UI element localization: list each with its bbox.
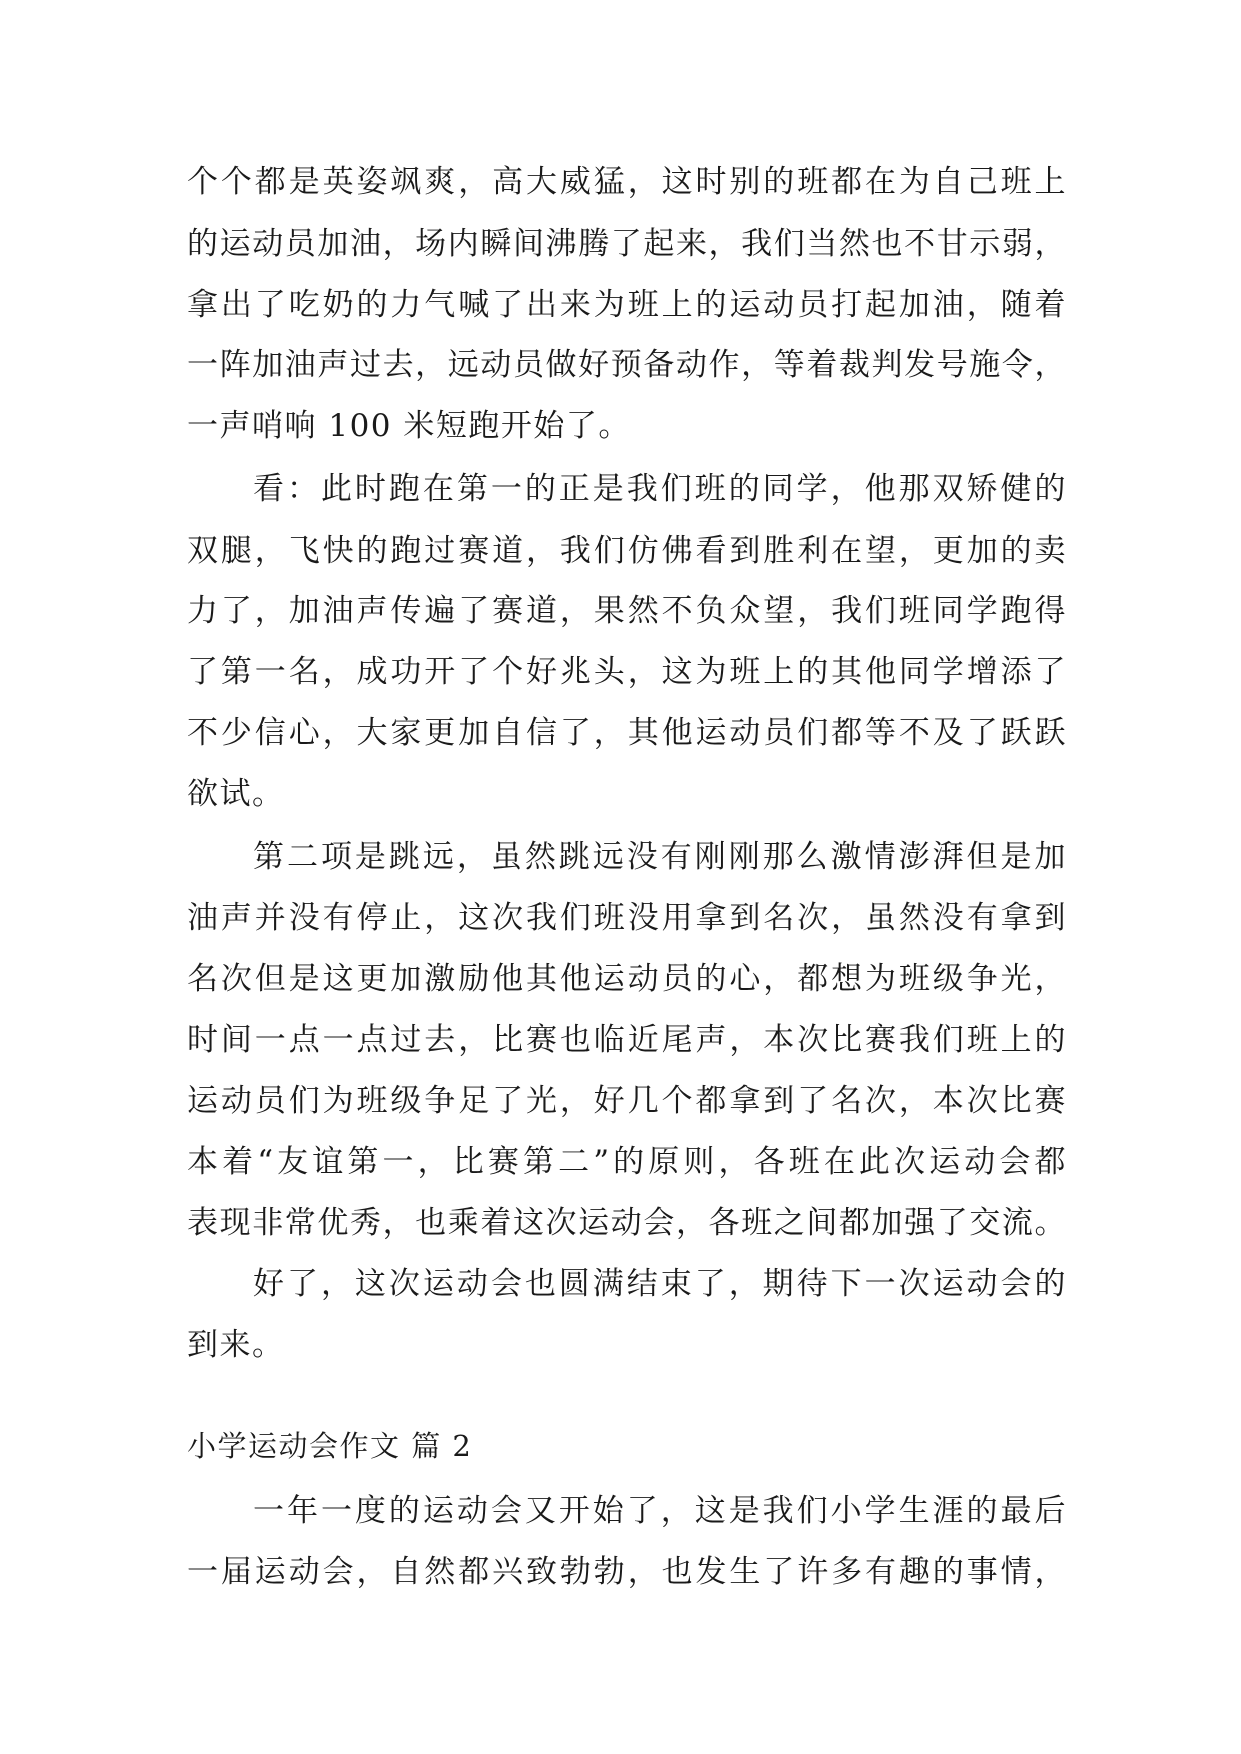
text-line: 到来。 xyxy=(187,1327,285,1363)
text-line: 看：此时跑在第一的正是我们班的同学，他那双矫健的 xyxy=(253,471,1067,507)
text-line: 一阵加油声过去，远动员做好预备动作，等着裁判发号施令， xyxy=(187,347,1067,383)
text-line: 力了，加油声传遍了赛道，果然不负众望，我们班同学跑得 xyxy=(187,593,1067,629)
section-heading: 小学运动会作文 篇 2 xyxy=(187,1429,473,1463)
text-line: 的运动员加油，场内瞬间沸腾了起来，我们当然也不甘示弱， xyxy=(187,226,1067,262)
text-line: 不少信心，大家更加自信了，其他运动员们都等不及了跃跃 xyxy=(187,715,1067,751)
text-line: 第二项是跳远，虽然跳远没有刚刚那么激情澎湃但是加 xyxy=(253,839,1067,875)
text-line: 好了，这次运动会也圆满结束了，期待下一次运动会的 xyxy=(253,1266,1067,1302)
text-line: 了第一名，成功开了个好兆头，这为班上的其他同学增添了 xyxy=(187,654,1067,690)
text-line: 一届运动会，自然都兴致勃勃，也发生了许多有趣的事情， xyxy=(187,1554,1067,1590)
text-line: 一年一度的运动会又开始了，这是我们小学生涯的最后 xyxy=(253,1493,1067,1529)
text-line: 运动员们为班级争足了光，好几个都拿到了名次，本次比赛 xyxy=(187,1083,1067,1119)
text-line: 本着“友谊第一，比赛第二”的原则，各班在此次运动会都 xyxy=(187,1144,1067,1180)
text-line: 表现非常优秀，也乘着这次运动会，各班之间都加强了交流。 xyxy=(187,1205,1067,1241)
text-line: 名次但是这更加激励他其他运动员的心，都想为班级争光， xyxy=(187,961,1067,997)
text-line: 时间一点一点过去，比赛也临近尾声，本次比赛我们班上的 xyxy=(187,1022,1067,1058)
text-line: 个个都是英姿飒爽，高大威猛，这时别的班都在为自己班上 xyxy=(187,164,1067,200)
text-line: 双腿，飞快的跑过赛道，我们仿佛看到胜利在望，更加的卖 xyxy=(187,533,1067,569)
text-line: 欲试。 xyxy=(187,776,285,812)
text-line: 油声并没有停止，这次我们班没用拿到名次，虽然没有拿到 xyxy=(187,900,1067,936)
text-line: 拿出了吃奶的力气喊了出来为班上的运动员打起加油，随着 xyxy=(187,287,1067,323)
text-line: 一声哨响 100 米短跑开始了。 xyxy=(187,408,631,444)
